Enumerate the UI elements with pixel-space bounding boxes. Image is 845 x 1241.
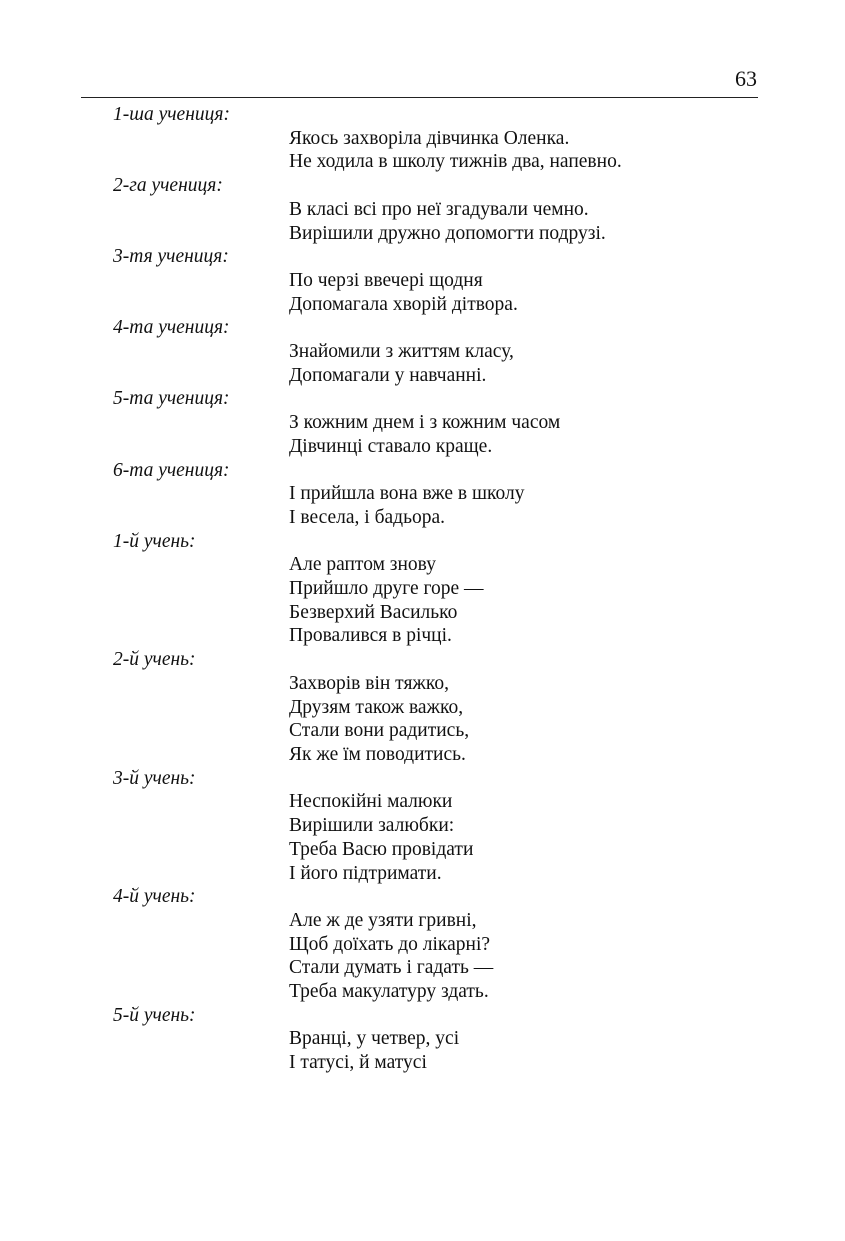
speaker-label: 1-й учень: xyxy=(113,530,196,552)
verse-line: Треба макулатуру здать. xyxy=(289,981,489,1003)
verse-line: З кожним днем і з кожним часом xyxy=(289,412,561,434)
verse-lines xyxy=(289,198,845,245)
verse-line: І весела, і бадьора. xyxy=(289,506,445,528)
dialogue-block xyxy=(0,316,845,387)
verse-line: Треба Васю провідати xyxy=(289,838,474,860)
speaker-label: 2-й учень: xyxy=(113,649,196,671)
verse-line: Провалився в річці. xyxy=(289,625,452,647)
verse-line: Вирішили дружно допомогти подрузі. xyxy=(289,222,606,244)
dialogue-block xyxy=(0,174,845,245)
speaker-label: 5-та учениця: xyxy=(113,388,230,410)
verse-line: І татусі, й матусі xyxy=(289,1052,427,1074)
verse-line: Безверхий Василько xyxy=(289,601,458,623)
verse-lines xyxy=(289,127,845,174)
verse-line: Допомагали у навчанні. xyxy=(289,364,487,386)
verse-lines xyxy=(289,269,845,316)
verse-line: Якось захворіла дівчинка Оленка. xyxy=(289,127,570,149)
verse-line: Знайомили з життям класу, xyxy=(289,341,514,363)
script-body xyxy=(0,103,845,1075)
verse-line: Дівчинці ставало краще. xyxy=(289,435,493,457)
verse-line: Щоб доїхать до лікарні? xyxy=(289,933,491,955)
speaker-label: 4-й учень: xyxy=(113,886,196,908)
verse-lines xyxy=(289,1027,845,1074)
dialogue-block xyxy=(0,1004,845,1075)
verse-lines xyxy=(289,672,845,767)
verse-line: Вирішили залюбки: xyxy=(289,815,455,837)
dialogue-block xyxy=(0,387,845,458)
verse-line: Але ж де узяти гривні, xyxy=(289,909,477,931)
dialogue-block xyxy=(0,245,845,316)
verse-line: Вранці, у четвер, усі xyxy=(289,1028,460,1050)
verse-line: Прийшло друге горе — xyxy=(289,578,484,600)
verse-line: І прийшла вона вже в школу xyxy=(289,483,525,505)
verse-line: Як же їм поводитись. xyxy=(289,743,466,765)
speaker-label: 1-ша учениця: xyxy=(113,104,230,125)
verse-line: І його підтримати. xyxy=(289,862,442,884)
verse-line: Не ходила в школу тижнів два, напевно. xyxy=(289,151,622,173)
speaker-label: 3-тя учениця: xyxy=(113,246,229,268)
verse-line: В класі всі про неї згадували чемно. xyxy=(289,198,589,220)
speaker-label: 4-та учениця: xyxy=(113,317,230,339)
dialogue-block xyxy=(0,885,845,1004)
verse-line: Але раптом знову xyxy=(289,554,436,576)
verse-line: Допомагала хворій дітвора. xyxy=(289,293,518,315)
verse-lines xyxy=(289,340,845,387)
page-number: 63 xyxy=(735,66,757,91)
dialogue-block xyxy=(0,530,845,649)
verse-line: По черзі ввечері щодня xyxy=(289,269,483,291)
dialogue-block xyxy=(0,103,845,174)
dialogue-block xyxy=(0,459,845,530)
dialogue-block xyxy=(0,648,845,767)
speaker-label: 3-й учень: xyxy=(113,767,196,789)
verse-lines xyxy=(289,553,845,648)
verse-lines xyxy=(289,909,845,1004)
header-rule xyxy=(81,97,758,98)
verse-line: Захворів він тяжко, xyxy=(289,672,449,694)
verse-line: Стали думать і гадать — xyxy=(289,957,494,979)
verse-line: Друзям також важко, xyxy=(289,696,464,718)
verse-lines xyxy=(289,411,845,458)
speaker-label: 2-га учениця: xyxy=(113,175,223,197)
verse-line: Стали вони радитись, xyxy=(289,720,470,742)
verse-lines xyxy=(289,482,845,529)
dialogue-block xyxy=(0,767,845,886)
speaker-label: 5-й учень: xyxy=(113,1004,196,1026)
speaker-label: 6-та учениця: xyxy=(113,459,230,481)
verse-line: Неспокійні малюки xyxy=(289,791,453,813)
verse-lines xyxy=(289,790,845,885)
